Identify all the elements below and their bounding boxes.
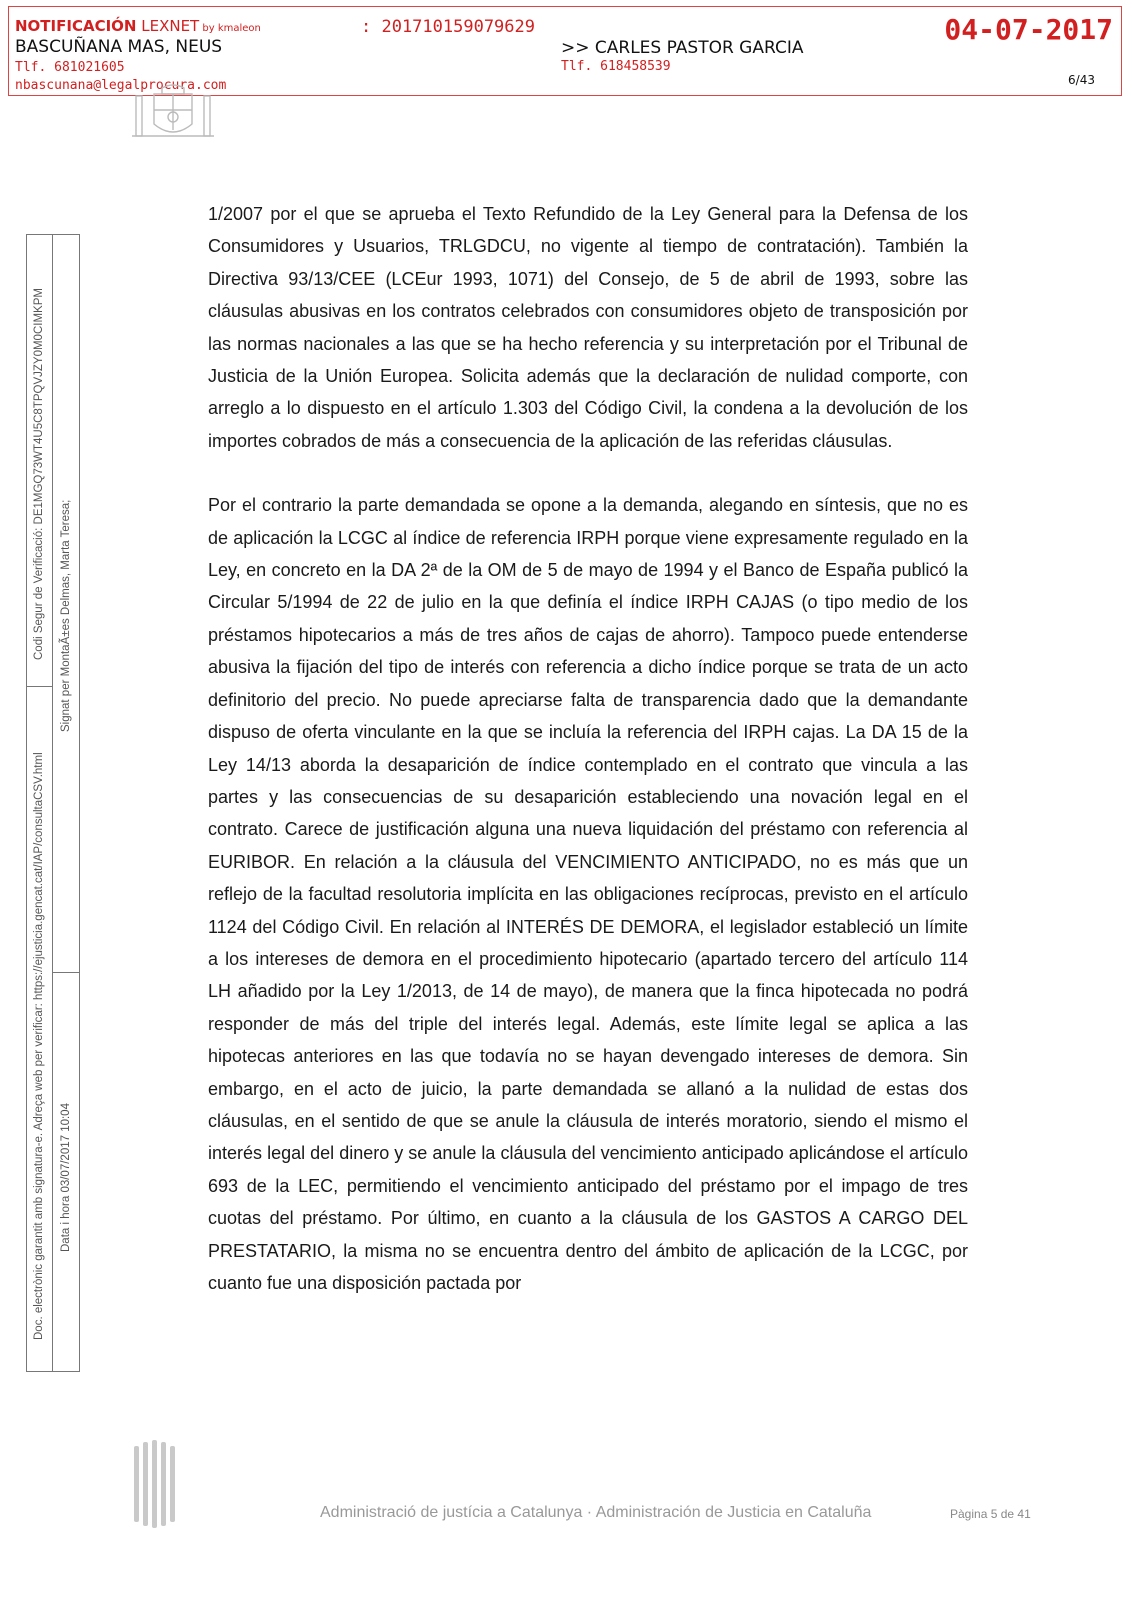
paragraph-2: Por el contrario la parte demandada se opone a la demanda, alegando en síntesis, que no es de aplicación la LCGC al índice de referencia IRPH porque viene expresamente regulado en la Ley, en concreto en la DA 2ª de la OM de 5 de mayo de 1994 y el Banco de España publicó la Circular 5/1994 de 22 de julio en la que definía el índice IRPH CAJAS (o tipo medio de los préstamos hipotecarios a más de tres años de cajas de ahorro). Tampoco puede entenderse abusiva la fijación del tipo de interés con referencia a dicho índice porque se trata de un acto definitorio del precio. No puede apreciarse falta de transparencia dado que la demandante dispuso de oferta vinculante en la que se incluía la referencia del IRPH cajas. La DA 15 de la Ley 14/13 aborda la desaparición de índice contemplado en el contrato que vincula a las partes y las consecuencias de su desaparición estableciendo una novación legal en el contrato. Carece de justificación alguna una nueva liquidación del préstamo con referencia al EURIBOR. En relación a la cláusula del VENCIMIENTO ANTICIPADO, no es más que un reflejo de la facultad resolutoria implícita en las obligaciones recíprocas, previsto en el artículo 1124 del Código Civil. En relación al INTERÉS DE DEMORA, el legislador estableció un límite a los intereses de demora en el procedimiento hipotecario (apartado tercero del artículo 114 LH añadido por la Ley 1/2013, de 14 de mayo), de manera que la finca hipotecada no podrá responder de más del triple del interés legal. Además, este límite legal se aplica a las hipotecas anteriores en las que todavía no se hayan devengado intereses de demora. Sin embargo, en el acto de juicio, la parte demandada se allanó a la nulidad de estas dos cláusulas, en el sentido de que se anule la cláusula de interés moratorio, siendo el mismo el interés legal del dinero y se anule la cláusula del vencimiento anticipado aplicándose el artículo 693 de la LEC, permitiendo el vencimiento anticipado del préstamo por el impago de tres cuotas del préstamo. Por último, en cuanto a la cláusula de los GASTOS A CARGO DEL PRESTATARIO, la misma no se encuentra dentro del ámbito de aplicación de la LCGC, por cuanto fue una disposición pactada por xyxy=(208,495,968,1293)
notification-date: 04-07-2017 xyxy=(944,13,1113,46)
lexnet-brand xyxy=(15,17,261,35)
footer-page-number: Pàgina 5 de 41 xyxy=(950,1507,1031,1521)
signature-date-text: Data i hora 03/07/2017 10:04 xyxy=(60,1103,72,1252)
doc-verification-text: Doc. electrònic garantit amb signatura-e. Adreça web per verificar: https://ejusticia.gencat.cat/IAP/consultaCSV.html xyxy=(33,752,45,1340)
csv-code-text: Codi Segur de Verificació: DE1MGQ73WT4U5C8TPQVJZY0M0CIMKPM xyxy=(33,288,45,660)
spain-coat-of-arms-icon xyxy=(130,84,216,142)
sender-name: BASCUÑANA MAS, NEUS xyxy=(15,37,223,57)
footer-administration-text: Administració de justícia a Catalunya · Administración de Justicia en Cataluña xyxy=(320,1504,872,1521)
catalonia-flag-logo-icon xyxy=(132,1440,180,1528)
side-row-separator-2 xyxy=(52,972,80,973)
signed-by-text: Signat per MontaÃ±es Delmas, Marta Teresa; xyxy=(60,499,72,732)
recipient-name: >> CARLES PASTOR GARCIA xyxy=(561,38,804,58)
side-column-separator xyxy=(52,234,53,1372)
paragraph-1: 1/2007 por el que se aprueba el Texto Refundido de la Ley General para la Defensa de los Consumidores y Usuarios, TRLGDCU, no vigente al tiempo de contratación). También la Directiva 93/13/CEE (LCEur 1993, 1071) del Consejo, de 5 de abril de 1993, sobre las cláusulas abusivas en los contratos celebrados con consumidores objeto de transposición por las normas nacionales a las que se ha hecho referencia y su interpretación por el Tribunal de Justicia de la Unión Europea. Solicita además que la declaración de nulidad comporte, con arreglo a lo dispuesto en el artículo 1.303 del Código Civil, la condena a la devolución de los importes cobrados de más a consecuencia de la aplicación de las referidas cláusulas. xyxy=(208,204,968,451)
notification-reference: : 201710159079629 xyxy=(361,17,535,37)
lexnet-brand-small: by kmaleon xyxy=(199,23,261,34)
sender-phone: Tlf. 681021605 xyxy=(15,60,125,75)
side-row-separator xyxy=(26,686,53,687)
lexnet-header xyxy=(8,6,1122,96)
notification-page-count: 6/43 xyxy=(1068,73,1095,87)
lexnet-brand-normal: LEXNET xyxy=(136,17,200,35)
recipient-phone: Tlf. 618458539 xyxy=(561,59,671,74)
lexnet-brand-bold: NOTIFICACIÓN xyxy=(15,17,137,35)
sender-email: nbascunana@legalprocura.com xyxy=(15,78,227,93)
document-body xyxy=(208,198,968,1299)
